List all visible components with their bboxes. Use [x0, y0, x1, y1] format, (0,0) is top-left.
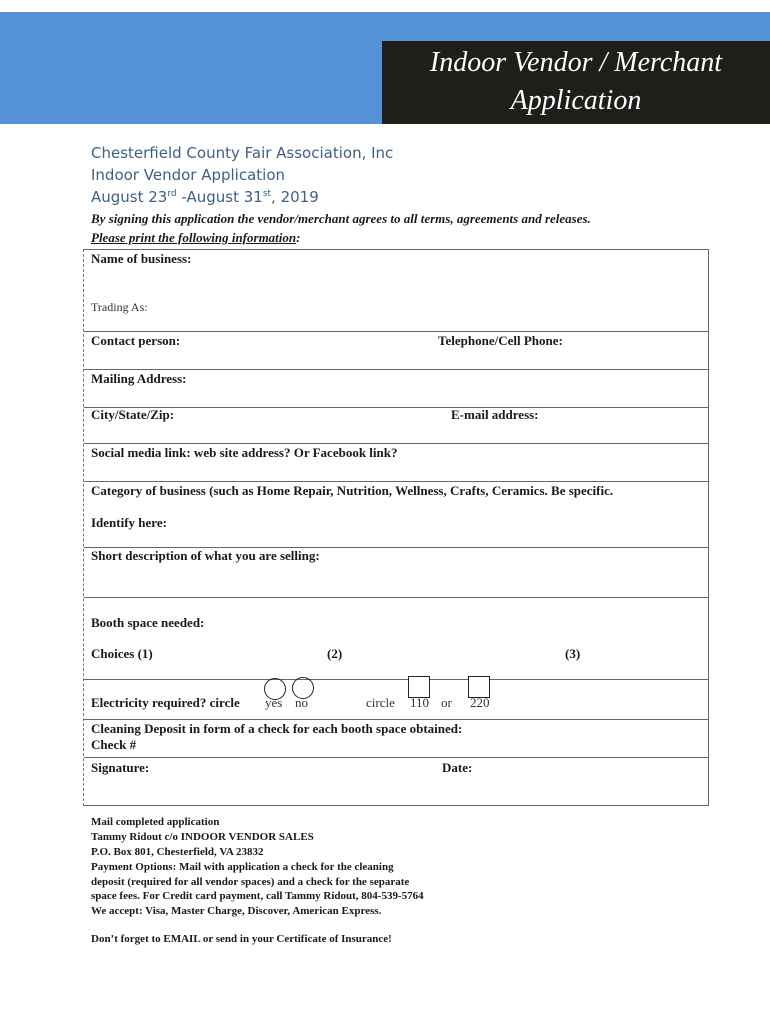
city-state-zip-label: City/State/Zip:	[91, 407, 175, 422]
short-description-label: Short description of what you are selling:	[91, 548, 320, 563]
footer-line: Payment Options: Mail with application a check for the cleaning	[91, 861, 394, 873]
electricity-label: Electricity required? circle	[91, 695, 240, 710]
title-box	[382, 41, 770, 124]
110-option: 110	[410, 695, 430, 710]
signature-row[interactable]	[84, 757, 708, 805]
or-label: or	[441, 695, 452, 710]
cleaning-deposit-label: Cleaning Deposit in form of a check for each booth space obtained:	[91, 721, 463, 736]
check-number-label: Check #	[91, 737, 137, 752]
identify-label: Identify here:	[91, 515, 167, 530]
email-label: E-mail address:	[451, 407, 539, 422]
footer-line: P.O. Box 801, Chesterfield, VA 23832	[91, 846, 264, 858]
electricity-row	[84, 679, 708, 720]
description-row[interactable]	[84, 547, 708, 598]
date-label: Date:	[442, 760, 473, 775]
mailing-address-row[interactable]	[84, 369, 708, 408]
220-option: 220	[470, 695, 490, 710]
contact-row[interactable]	[84, 331, 708, 370]
city-email-row[interactable]	[84, 407, 708, 444]
footer-line: Tammy Ridout c/o INDOOR VENDOR SALES	[91, 831, 314, 843]
signature-label: Signature:	[91, 760, 150, 775]
mailing-address-label: Mailing Address:	[91, 371, 187, 386]
organization-name: Chesterfield County Fair Association, Inc	[91, 144, 394, 162]
form-subtitle: Indoor Vendor Application	[91, 166, 286, 184]
name-of-business-label: Name of business:	[91, 251, 192, 266]
business-name-row[interactable]	[84, 250, 708, 332]
category-row[interactable]	[84, 481, 708, 548]
title-line-2: Application	[510, 85, 642, 116]
circle-label: circle	[366, 695, 395, 710]
footer-line: deposit (required for all vendor spaces) and a check for the separate	[91, 876, 410, 888]
agreement-notice: By signing this application the vendor/merchant agrees to all terms, agreements and releases.	[91, 211, 591, 226]
booth-space-label: Booth space needed:	[91, 615, 205, 630]
choice-3-label: (3)	[565, 646, 581, 661]
choice-2-label: (2)	[327, 646, 343, 661]
deposit-row[interactable]	[84, 719, 708, 758]
print-instruction: Please print the following information:	[91, 230, 301, 245]
footer-line: Mail completed application	[91, 816, 220, 828]
yes-option: yes	[265, 695, 283, 710]
fair-dates: August 23rd -August 31st, 2019	[91, 188, 319, 206]
telephone-label: Telephone/Cell Phone:	[438, 333, 563, 348]
footer-line: We accept: Visa, Master Charge, Discover, American Express.	[91, 905, 382, 917]
trading-as-label: Trading As:	[91, 300, 148, 314]
category-label: Category of business (such as Home Repair, Nutrition, Wellness, Crafts, Ceramics. Be specific.	[91, 483, 614, 498]
social-media-label: Social media link: web site address? Or Facebook link?	[91, 445, 398, 460]
title-line-1: Indoor Vendor / Merchant	[429, 47, 723, 78]
application-form	[83, 249, 709, 806]
social-media-row[interactable]	[84, 443, 708, 482]
booth-space-row[interactable]	[84, 597, 708, 680]
footer-line: space fees. For Credit card payment, call Tammy Ridout, 804-539-5764	[91, 890, 424, 902]
insurance-reminder: Don’t forget to EMAIL or send in your Certificate of Insurance!	[91, 933, 392, 945]
no-option: no	[295, 695, 308, 710]
contact-person-label: Contact person:	[91, 333, 181, 348]
choice-1-label: Choices (1)	[91, 646, 153, 661]
